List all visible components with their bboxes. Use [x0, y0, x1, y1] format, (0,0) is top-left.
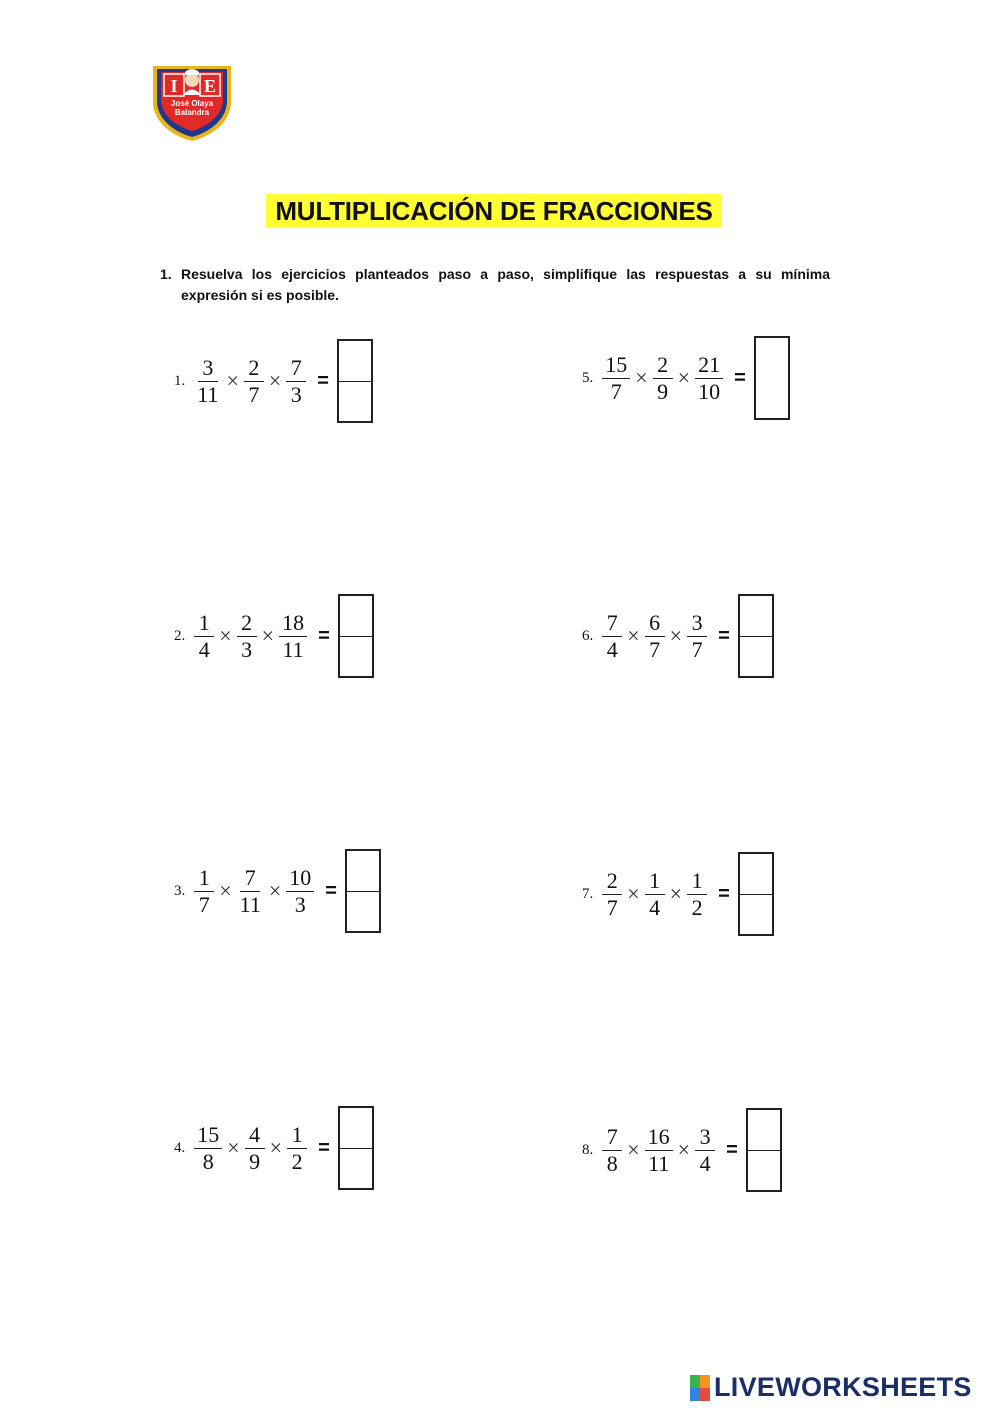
denominator: 11: [239, 891, 261, 917]
answer-numerator-input[interactable]: [756, 338, 788, 378]
answer-box[interactable]: [337, 339, 373, 423]
denominator: 4: [699, 1150, 711, 1176]
answer-denominator-input[interactable]: [340, 637, 372, 677]
exercise-6: [582, 590, 774, 682]
answer-denominator-input[interactable]: [756, 378, 788, 418]
fraction: [278, 610, 308, 663]
fraction: [644, 610, 666, 663]
fraction: [644, 1124, 674, 1177]
numerator: 1: [194, 865, 214, 892]
fraction: [694, 1124, 716, 1177]
exercise-number: 1.: [174, 372, 186, 389]
svg-text:José Olaya: José Olaya: [170, 99, 214, 108]
times-sign: ×: [219, 878, 232, 903]
answer-box[interactable]: [338, 1106, 374, 1190]
numerator: 7: [240, 865, 260, 892]
answer-denominator-input[interactable]: [339, 382, 371, 422]
numerator: 2: [602, 868, 622, 895]
brand-name: LIVEWORKSHEETS: [714, 1372, 972, 1402]
fraction: [193, 355, 222, 408]
worksheet-title: MULTIPLICACIÓN DE FRACCIONES: [266, 194, 722, 228]
exercise-number: 6.: [582, 627, 594, 644]
exercise-number: 2.: [174, 627, 186, 644]
svg-text:E: E: [203, 76, 217, 96]
fraction: [601, 1124, 623, 1177]
exercise-2: [174, 590, 374, 682]
numerator: 3: [695, 1124, 715, 1151]
times-sign: ×: [226, 368, 239, 393]
fraction: [244, 1122, 266, 1175]
numerator: 2: [653, 352, 673, 379]
numerator: 1: [194, 610, 214, 637]
fraction: [644, 868, 666, 921]
answer-numerator-input[interactable]: [347, 851, 379, 892]
answer-box[interactable]: [345, 849, 381, 933]
denominator: 9: [657, 378, 669, 404]
times-sign: ×: [268, 878, 282, 903]
exercise-number: 5.: [582, 369, 594, 386]
fraction: [686, 868, 708, 921]
numerator: 3: [687, 610, 707, 637]
liveworksheets-brand: [690, 1372, 972, 1403]
answer-box[interactable]: [754, 336, 790, 420]
instruction-text: Resuelva los ejercicios planteados paso a paso, simplifique las respuestas a su mínima expresión si es posible.: [181, 266, 830, 303]
numerator: 1: [687, 868, 707, 895]
denominator: 2: [291, 1148, 303, 1174]
numerator: 1: [287, 1122, 307, 1149]
denominator: 7: [248, 381, 260, 407]
numerator: 2: [237, 610, 257, 637]
svg-text:I: I: [170, 76, 178, 96]
times-sign: ×: [627, 881, 640, 906]
denominator: 7: [649, 636, 661, 662]
fraction: [601, 868, 623, 921]
equals-sign: =: [318, 1136, 330, 1159]
fraction: [285, 865, 315, 918]
denominator: 4: [606, 636, 618, 662]
denominator: 8: [606, 1150, 618, 1176]
fraction: [652, 352, 674, 405]
denominator: 3: [294, 891, 306, 917]
answer-box[interactable]: [738, 594, 774, 678]
times-sign: ×: [669, 881, 683, 906]
denominator: 2: [691, 894, 703, 920]
exercise-number: 3.: [174, 882, 186, 899]
answer-box[interactable]: [738, 852, 774, 936]
numerator: 7: [602, 1124, 622, 1151]
answer-denominator-input[interactable]: [740, 637, 772, 677]
numerator: 15: [194, 1122, 222, 1149]
times-sign: ×: [627, 623, 640, 648]
denominator: 9: [249, 1148, 261, 1174]
numerator: 18: [279, 610, 307, 637]
denominator: 7: [198, 891, 210, 917]
numerator: 10: [286, 865, 314, 892]
times-sign: ×: [669, 623, 683, 648]
answer-box[interactable]: [338, 594, 374, 678]
equals-sign: =: [726, 1138, 738, 1161]
svg-text:Balandra: Balandra: [174, 108, 210, 117]
times-sign: ×: [677, 365, 691, 390]
exercise-8: [582, 1104, 782, 1196]
school-logo: [150, 62, 234, 142]
numerator: 1: [645, 868, 665, 895]
exercise-3: [174, 845, 381, 937]
denominator: 3: [290, 381, 302, 407]
fraction: [243, 355, 265, 408]
answer-numerator-input[interactable]: [748, 1110, 780, 1151]
equals-sign: =: [718, 624, 730, 647]
times-sign: ×: [635, 365, 648, 390]
fraction: [193, 1122, 223, 1175]
denominator: 11: [197, 381, 219, 407]
fraction: [686, 610, 708, 663]
numerator: 4: [245, 1122, 265, 1149]
denominator: 7: [606, 894, 618, 920]
fraction: [236, 610, 258, 663]
answer-numerator-input[interactable]: [340, 596, 372, 637]
numerator: 3: [198, 355, 218, 382]
numerator: 7: [602, 610, 622, 637]
answer-denominator-input[interactable]: [748, 1151, 780, 1191]
answer-box[interactable]: [746, 1108, 782, 1192]
fraction: [236, 865, 265, 918]
denominator: 11: [648, 1150, 670, 1176]
answer-denominator-input[interactable]: [347, 892, 379, 932]
liveworksheets-logo-icon: [690, 1375, 710, 1401]
exercise-1: [174, 335, 373, 427]
answer-numerator-input[interactable]: [740, 596, 772, 637]
equals-sign: =: [318, 624, 330, 647]
numerator: 15: [602, 352, 630, 379]
times-sign: ×: [627, 1137, 640, 1162]
instruction: [160, 264, 830, 306]
times-sign: ×: [268, 368, 282, 393]
fraction: [601, 610, 623, 663]
numerator: 21: [695, 352, 723, 379]
denominator: 3: [241, 636, 253, 662]
numerator: 7: [286, 355, 306, 382]
denominator: 4: [198, 636, 210, 662]
exercise-4: [174, 1102, 374, 1194]
numerator: 6: [645, 610, 665, 637]
fraction: [601, 352, 631, 405]
fraction: [285, 355, 307, 408]
denominator: 7: [610, 378, 622, 404]
equals-sign: =: [317, 369, 329, 392]
fraction: [193, 865, 215, 918]
fraction: [193, 610, 215, 663]
answer-numerator-input[interactable]: [340, 1108, 372, 1149]
denominator: 7: [691, 636, 703, 662]
exercise-number: 7.: [582, 885, 594, 902]
denominator: 10: [698, 378, 721, 404]
times-sign: ×: [261, 623, 275, 648]
times-sign: ×: [677, 1137, 691, 1162]
exercise-7: [582, 848, 774, 940]
numerator: 2: [244, 355, 264, 382]
fraction: [694, 352, 724, 405]
times-sign: ×: [227, 1135, 240, 1160]
exercise-5: [582, 332, 790, 424]
answer-numerator-input[interactable]: [339, 341, 371, 382]
numerator: 16: [645, 1124, 673, 1151]
denominator: 11: [282, 636, 304, 662]
answer-denominator-input[interactable]: [340, 1149, 372, 1189]
times-sign: ×: [269, 1135, 283, 1160]
equals-sign: =: [325, 879, 337, 902]
answer-denominator-input[interactable]: [740, 895, 772, 935]
equals-sign: =: [718, 882, 730, 905]
exercise-number: 4.: [174, 1139, 186, 1156]
answer-numerator-input[interactable]: [740, 854, 772, 895]
denominator: 4: [649, 894, 661, 920]
instruction-number: 1.: [160, 266, 172, 282]
fraction: [286, 1122, 308, 1175]
denominator: 8: [202, 1148, 214, 1174]
equals-sign: =: [734, 366, 746, 389]
times-sign: ×: [219, 623, 232, 648]
exercise-number: 8.: [582, 1141, 594, 1158]
